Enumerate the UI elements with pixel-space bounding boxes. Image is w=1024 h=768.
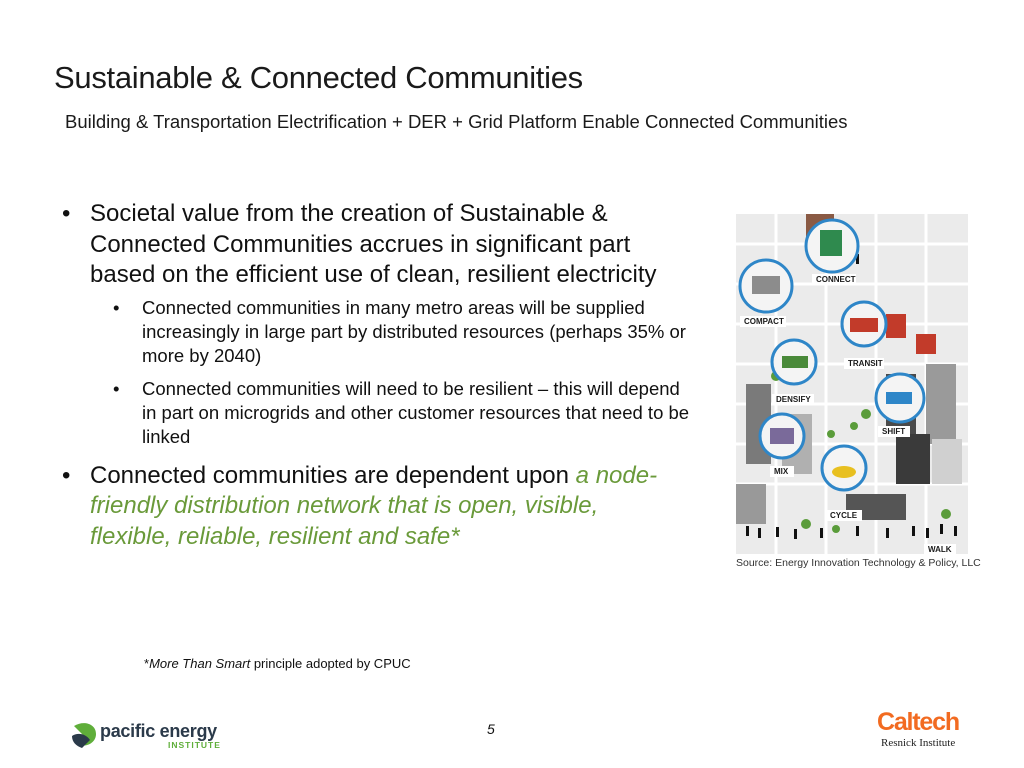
bullet-societal-value [62,199,692,291]
caltech-logo: Caltech [877,708,959,736]
footnote-rest: principle adopted by CPUC [250,656,411,671]
label-compact: COMPACT [744,317,784,326]
bullet-dependent [62,461,680,553]
pei-name: pacific energy [100,721,217,741]
page-number: 5 [487,721,495,737]
label-mix: MIX [774,467,789,476]
slide-subtitle: Building & Transportation Electrification + DER + Grid Platform Enable Connected Communities [65,111,848,132]
slide-title: Sustainable & Connected Communities [54,60,583,95]
sub-bullet-text: Connected communities in many metro areas will be supplied increasingly in large part by distributed resources (perhaps 35% or more by 2040) [142,296,686,366]
bullet-content [62,199,692,552]
label-walk: WALK [928,545,952,554]
label-transit: TRANSIT [848,359,883,368]
resnick-institute-label: Resnick Institute [881,737,956,749]
bullet-dot: • [62,461,71,489]
pei-subtitle: INSTITUTE [168,740,221,750]
connected-community-illustration [736,214,968,568]
footnote [144,656,411,671]
sub-bullet-supply [62,296,692,368]
label-densify: DENSIFY [776,395,811,404]
label-shift: SHIFT [882,427,906,436]
sub-bullet-resilient [62,377,692,449]
bullet-text: Societal value from the creation of Sustainable & Connected Communities accrues in significant part based on the efficient use of clean, resilient electricity [90,200,657,288]
highlight-text: a node-friendly distribution network that is open, visible, flexible, reliable, resilient and safe* [90,461,658,550]
sub-bullet-text: Connected communities will need to be resilient – this will depend in part on microgrids and other customer resources that need to be linked [142,377,690,447]
bullet-dot: • [113,296,120,318]
label-connect: CONNECT [816,275,856,284]
bullet-text: Connected communities are dependent upon [90,461,576,489]
label-cycle: CYCLE [830,511,858,520]
bullet-dot: • [113,377,120,399]
figure-source: Source: Energy Innovation Technology & Policy, LLC [736,557,981,569]
footnote-star: * [144,656,150,671]
bullet-dot: • [62,200,71,227]
footnote-italic: More Than Smart [149,656,251,671]
